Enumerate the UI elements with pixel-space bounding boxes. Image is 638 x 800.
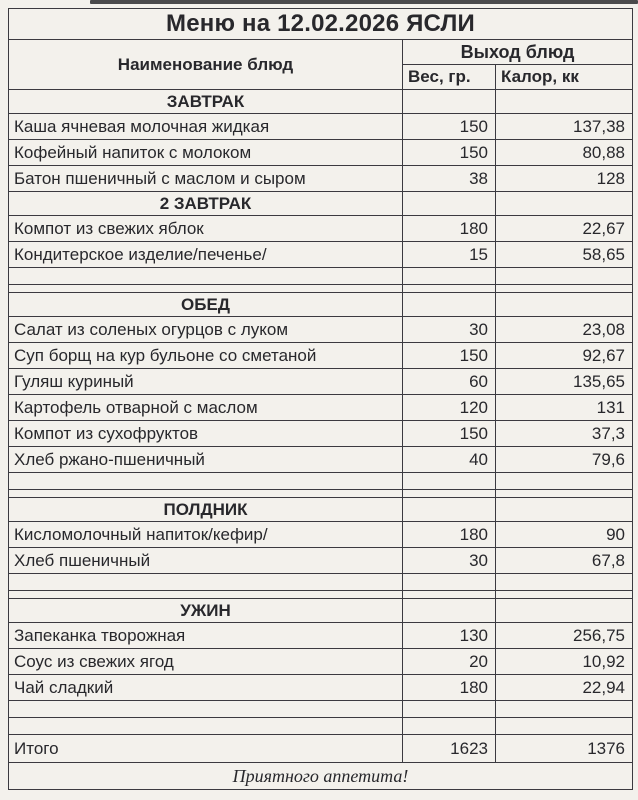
empty-weight-cell: [403, 574, 496, 591]
column-header-output: Выход блюд: [403, 40, 633, 65]
menu-item-row: [9, 447, 633, 473]
dish-name: Суп борщ на кур бульоне со сметаной: [9, 343, 403, 369]
empty-name-cell: [9, 574, 403, 591]
empty-row: [9, 574, 633, 591]
spacer-name-cell: [9, 285, 403, 293]
dish-weight: 130: [403, 623, 496, 649]
dish-calories: 135,65: [496, 369, 633, 395]
dish-name: Батон пшеничный с маслом и сыром: [9, 166, 403, 192]
dish-name: Хлеб ржано-пшеничный: [9, 447, 403, 473]
section-header-row: [9, 192, 633, 216]
dish-calories: 90: [496, 522, 633, 548]
column-header-calories: Калор, кк: [496, 65, 633, 90]
scan-artifact-top-edge: [90, 0, 638, 4]
section-header-row: [9, 498, 633, 522]
menu-table-head: [9, 9, 633, 90]
weight-cell: [403, 293, 496, 317]
calories-cell: [496, 498, 633, 522]
menu-item-row: [9, 395, 633, 421]
dish-weight: 150: [403, 421, 496, 447]
calories-cell: [496, 599, 633, 623]
dish-name: Салат из соленых огурцов с луком: [9, 317, 403, 343]
menu-item-row: [9, 114, 633, 140]
empty-calories-cell: [496, 701, 633, 718]
menu-item-row: [9, 649, 633, 675]
dish-name: Кондитерское изделие/печенье/: [9, 242, 403, 268]
dish-name: Кофейный напиток с молоком: [9, 140, 403, 166]
menu-item-row: [9, 140, 633, 166]
menu-table-body: [9, 90, 633, 763]
menu-item-row: [9, 548, 633, 574]
menu-item-row: [9, 242, 633, 268]
dish-weight: 150: [403, 140, 496, 166]
empty-weight-cell: [403, 473, 496, 490]
menu-item-row: [9, 421, 633, 447]
dish-weight: 20: [403, 649, 496, 675]
empty-weight-cell: [403, 701, 496, 718]
dish-weight: 15: [403, 242, 496, 268]
dish-calories: 23,08: [496, 317, 633, 343]
dish-calories: 67,8: [496, 548, 633, 574]
menu-item-row: [9, 623, 633, 649]
empty-row: [9, 701, 633, 718]
empty-name-cell: [9, 718, 403, 735]
footer-row: [9, 763, 633, 790]
dish-weight: 120: [403, 395, 496, 421]
menu-item-row: [9, 675, 633, 701]
empty-name-cell: [9, 473, 403, 490]
section-header-row: [9, 599, 633, 623]
dish-calories: 131: [496, 395, 633, 421]
empty-weight-cell: [403, 718, 496, 735]
spacer-row: [9, 285, 633, 293]
calories-cell: [496, 293, 633, 317]
menu-page: [8, 8, 632, 790]
dish-name: Кисломолочный напиток/кефир/: [9, 522, 403, 548]
empty-row: [9, 718, 633, 735]
spacer-calories-cell: [496, 490, 633, 498]
dish-calories: 80,88: [496, 140, 633, 166]
total-row: [9, 735, 633, 763]
section-title: ОБЕД: [9, 293, 403, 317]
menu-item-row: [9, 522, 633, 548]
empty-row: [9, 268, 633, 285]
total-calories: 1376: [496, 735, 633, 763]
empty-weight-cell: [403, 268, 496, 285]
dish-weight: 180: [403, 216, 496, 242]
section-title: УЖИН: [9, 599, 403, 623]
menu-item-row: [9, 317, 633, 343]
title-row: [9, 9, 633, 40]
spacer-weight-cell: [403, 591, 496, 599]
dish-name: Каша ячневая молочная жидкая: [9, 114, 403, 140]
empty-calories-cell: [496, 473, 633, 490]
dish-weight: 180: [403, 675, 496, 701]
dish-name: Чай сладкий: [9, 675, 403, 701]
dish-name: Компот из сухофруктов: [9, 421, 403, 447]
empty-calories-cell: [496, 574, 633, 591]
menu-item-row: [9, 369, 633, 395]
dish-name: Картофель отварной с маслом: [9, 395, 403, 421]
page-title: Меню на 12.02.2026 ЯСЛИ: [9, 9, 633, 40]
spacer-name-cell: [9, 490, 403, 498]
weight-cell: [403, 599, 496, 623]
dish-weight: 60: [403, 369, 496, 395]
spacer-weight-cell: [403, 285, 496, 293]
header-row-group: [9, 40, 633, 65]
dish-calories: 22,94: [496, 675, 633, 701]
calories-cell: [496, 90, 633, 114]
menu-table-foot: [9, 763, 633, 790]
section-title: ЗАВТРАК: [9, 90, 403, 114]
menu-item-row: [9, 343, 633, 369]
dish-calories: 79,6: [496, 447, 633, 473]
section-header-row: [9, 293, 633, 317]
weight-cell: [403, 90, 496, 114]
empty-calories-cell: [496, 718, 633, 735]
empty-row: [9, 473, 633, 490]
dish-weight: 30: [403, 548, 496, 574]
column-header-weight: Вес, гр.: [403, 65, 496, 90]
dish-weight: 150: [403, 343, 496, 369]
dish-calories: 128: [496, 166, 633, 192]
dish-calories: 137,38: [496, 114, 633, 140]
total-weight: 1623: [403, 735, 496, 763]
section-title: ПОЛДНИК: [9, 498, 403, 522]
calories-cell: [496, 192, 633, 216]
dish-weight: 180: [403, 522, 496, 548]
empty-name-cell: [9, 268, 403, 285]
column-header-name: Наименование блюд: [9, 40, 403, 90]
section-header-row: [9, 90, 633, 114]
dish-weight: 150: [403, 114, 496, 140]
dish-calories: 58,65: [496, 242, 633, 268]
spacer-row: [9, 591, 633, 599]
dish-calories: 92,67: [496, 343, 633, 369]
dish-name: Хлеб пшеничный: [9, 548, 403, 574]
menu-table: [8, 8, 633, 790]
spacer-calories-cell: [496, 591, 633, 599]
dish-calories: 256,75: [496, 623, 633, 649]
dish-name: Соус из свежих ягод: [9, 649, 403, 675]
footer-note: Приятного аппетита!: [9, 763, 633, 790]
dish-name: Запеканка творожная: [9, 623, 403, 649]
spacer-weight-cell: [403, 490, 496, 498]
spacer-row: [9, 490, 633, 498]
dish-weight: 30: [403, 317, 496, 343]
dish-calories: 37,3: [496, 421, 633, 447]
dish-name: Компот из свежих яблок: [9, 216, 403, 242]
dish-weight: 40: [403, 447, 496, 473]
empty-name-cell: [9, 701, 403, 718]
dish-calories: 10,92: [496, 649, 633, 675]
total-label: Итого: [9, 735, 403, 763]
dish-name: Гуляш куриный: [9, 369, 403, 395]
empty-calories-cell: [496, 268, 633, 285]
dish-calories: 22,67: [496, 216, 633, 242]
spacer-name-cell: [9, 591, 403, 599]
menu-item-row: [9, 166, 633, 192]
weight-cell: [403, 192, 496, 216]
section-title: 2 ЗАВТРАК: [9, 192, 403, 216]
weight-cell: [403, 498, 496, 522]
menu-item-row: [9, 216, 633, 242]
spacer-calories-cell: [496, 285, 633, 293]
dish-weight: 38: [403, 166, 496, 192]
